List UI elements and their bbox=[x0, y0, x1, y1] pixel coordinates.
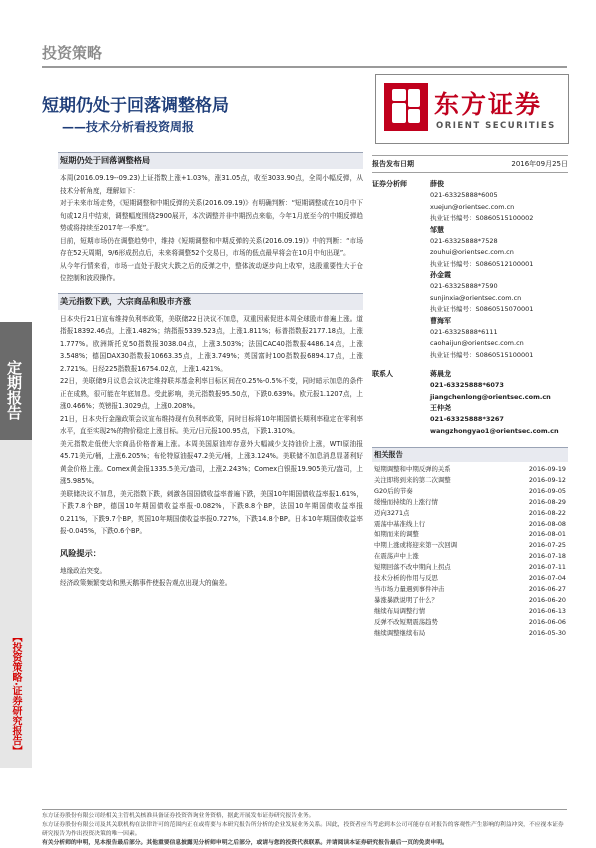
related-report-item[interactable] bbox=[372, 628, 568, 639]
related-report-date: 2016-07-04 bbox=[528, 574, 566, 583]
analyst-name: 曹海军 bbox=[430, 316, 451, 325]
related-report-item[interactable] bbox=[372, 497, 568, 508]
footer-disclaimer: 有关分析师的申明，见本报告最后部分。其他重要信息披露见分析师申明之后部分，或请与您的投资代表联系。并请阅读本证券研究报告最后一页的免责申明。 bbox=[42, 840, 448, 846]
related-report-date: 2016-08-29 bbox=[528, 497, 566, 506]
related-report-item[interactable] bbox=[372, 617, 568, 628]
section-trend bbox=[58, 152, 363, 285]
related-report-item[interactable] bbox=[372, 508, 568, 519]
publish-date-value: 2016年09月25日 bbox=[511, 160, 568, 168]
paragraph: 经济政策频繁变动和黑天鹅事件使报告观点出现大的偏差。 bbox=[60, 579, 232, 587]
paragraph: 日本央行21日宣布维持负利率政策，美联储22日决议不加息，双重因素促进本周全球股市普遍上涨。道指报18392.46点，上涨1.482%；纳指报5339.523点，上涨1.811%；标普指数报2177.18点，上涨1.777%。欧洲斯托克50指数报3038.04点，上涨3.503%；法国CAC40指数报4486.14点，上涨3.548%；德国DAX30指数报10663.35点，上涨3.749%；英国富时100指数报6894.17点，上涨2.721%。日经225指数报16754.02点，上涨1.421%。 bbox=[60, 314, 363, 373]
related-report-item[interactable] bbox=[372, 540, 568, 551]
related-report-date: 2016-07-11 bbox=[528, 563, 566, 572]
related-report-item[interactable] bbox=[372, 551, 568, 562]
info-column bbox=[372, 152, 568, 639]
analyst-phone: 021-63325888*7590 bbox=[430, 282, 498, 290]
related-report-date: 2016-09-12 bbox=[528, 475, 566, 484]
related-report-title: 暴涨暴跌说明了什么？ bbox=[374, 595, 438, 604]
related-report-date: 2016-07-18 bbox=[528, 552, 566, 561]
report-series-label: 【投资策略·证券研究报告】 bbox=[10, 632, 21, 756]
related-report-item[interactable] bbox=[372, 529, 568, 540]
related-report-title: 迈向3271点 bbox=[374, 508, 410, 517]
contact-block bbox=[372, 369, 568, 437]
paragraph: 地缘政治突变。 bbox=[60, 566, 107, 575]
analyst-phone: 021-63325888*7528 bbox=[430, 236, 498, 245]
related-reports-heading: 相关报告 bbox=[372, 447, 568, 462]
related-report-title: 短期调整和中期反弹的关系 bbox=[374, 465, 451, 473]
related-report-date: 2016-05-30 bbox=[528, 628, 566, 637]
analyst-block bbox=[372, 179, 568, 361]
paragraph: 从今年行情来看，市场一直处于股灾大跌之后的反弹之中，整体波动逐步向上收窄，选股重要性大于仓位控制和波段操作。 bbox=[60, 261, 363, 282]
analyst-label: 证券分析师 bbox=[372, 180, 407, 188]
related-report-title: G20后的节奏 bbox=[374, 486, 413, 495]
paragraph: 21日，日本央行金融政策会议宣布维持现有负利率政策，同时目标将10年期国债长期利率稳定在零利率水平，直至实现2%的物价稳定上涨目标。美元/日元报100.95点，下跌1.310%。 bbox=[60, 414, 363, 435]
related-report-title: 当市场力量遇到事件冲击 bbox=[374, 584, 445, 593]
related-report-date: 2016-08-22 bbox=[528, 508, 566, 517]
report-title: 短期仍处于回落调整格局 bbox=[42, 96, 229, 116]
paragraph: 目前，短期市场仍在调整趋势中，维持《短期调整和中期反弹的关系(2016.09.19)》中的判断：“市场存在52天周期，9/6形成拐点后，未来将调整52个交易日，市场的低点最早将会在10月中旬出现”。 bbox=[60, 236, 363, 257]
analyst-name: 薛俊 bbox=[430, 180, 444, 188]
section-heading: 风险提示： bbox=[60, 547, 101, 558]
related-report-title: 反弹不改短期震荡趋势 bbox=[374, 617, 438, 626]
analyst-cert: 执业证书编号：S0860515100002 bbox=[430, 214, 534, 222]
analyst-email[interactable]: zouhui@orientsec.com.cn bbox=[430, 248, 514, 256]
logo-name-en: ORIENT SECURITIES bbox=[436, 121, 556, 131]
related-report-title: 中期上涨或将迎来第一次回调 bbox=[374, 541, 458, 550]
logo-name-cn: 东方证券 bbox=[434, 90, 543, 119]
analyst-email[interactable]: sunjinxia@orientsec.com.cn bbox=[430, 293, 522, 302]
related-report-date: 2016-09-19 bbox=[528, 465, 566, 473]
paragraph: 美联储决议不加息，美元指数下跌，刺激各国国债收益率普遍下跌，美国10年期国债收益率报1.61%，下跌7.8个BP，德国10年期国债收益率报-0.082%，下跌8.8个BP，法国10年期国债收益率报0.211%，下跌9.7个BP，英国10年期国债收益率报0.727%，下跌14.8个BP。日本10年期国债收益率报-0.045%，下跌0.6个BP。 bbox=[60, 489, 363, 535]
related-report-item[interactable] bbox=[372, 464, 568, 475]
related-report-date: 2016-09-05 bbox=[528, 486, 566, 495]
analyst-phone: 021-63325888*6111 bbox=[430, 327, 498, 336]
related-report-title: 缓慢而持续的上涨行情 bbox=[374, 497, 438, 506]
report-category: 投资策略 bbox=[42, 44, 103, 62]
section-heading: 美元指数下跌，大宗商品和股市齐涨 bbox=[58, 293, 363, 310]
contact-phone: 021-63325888*6073 bbox=[430, 381, 504, 389]
publish-date-label: 报告发布日期 bbox=[372, 160, 414, 168]
paragraph: 美元指数走低使大宗商品价格普遍上涨。本周美国原油库存意外大幅减少支持油价上涨，WTI原油报45.71美元/桶，上涨6.205%；布伦特原油报47.2美元/桶，上涨3.124%。美联储不加息消息显著利好黄金价格上涨。Comex黄金报1335.5美元/盎司，上涨2.243%；Comex白银报19.905美元/盎司，上涨5.985%。 bbox=[60, 439, 363, 485]
report-subtitle: ——技术分析看投资周报 bbox=[62, 120, 195, 134]
analyst-cert: 执业证书编号：S0860515070001 bbox=[430, 305, 534, 313]
related-report-title: 短期回落不改中期向上拐点 bbox=[374, 563, 451, 572]
related-report-item[interactable] bbox=[372, 595, 568, 606]
analyst-name: 孙金霞 bbox=[430, 271, 451, 279]
related-report-date: 2016-06-06 bbox=[528, 617, 566, 626]
related-report-title: 如期而来的调整 bbox=[374, 530, 419, 539]
related-report-date: 2016-06-27 bbox=[528, 584, 566, 593]
related-report-title: 继续布局调整行情 bbox=[374, 606, 426, 615]
analyst-email[interactable]: xuejun@orientsec.com.cn bbox=[430, 202, 515, 211]
footer-qualification: 东方证券股份有限公司经相关主管机关核准具备证券投资咨询业务资格，据此开展发布证券研究报告业务。 bbox=[42, 813, 315, 819]
analyst-name: 邹慧 bbox=[430, 225, 444, 234]
related-report-date: 2016-08-08 bbox=[528, 519, 566, 528]
related-report-date: 2016-08-01 bbox=[528, 530, 566, 539]
section-risk bbox=[58, 546, 363, 590]
footer bbox=[42, 808, 567, 848]
section-heading: 短期仍处于回落调整格局 bbox=[58, 152, 363, 169]
related-report-item[interactable] bbox=[372, 475, 568, 486]
contact-label: 联系人 bbox=[372, 370, 393, 378]
logo-mark-icon bbox=[384, 83, 428, 131]
analyst-email[interactable]: caohaijun@orientsec.com.cn bbox=[430, 339, 524, 347]
related-reports bbox=[372, 447, 568, 639]
related-report-title: 震荡中基准线上行 bbox=[374, 519, 426, 528]
related-report-title: 在震荡声中上涨 bbox=[374, 552, 419, 561]
related-report-item[interactable] bbox=[372, 584, 568, 595]
analyst-cert: 执业证书编号：S0860512100001 bbox=[430, 259, 534, 268]
report-type-label: 定期报告 bbox=[5, 360, 23, 420]
paragraph: 22日，美联储9月议息会议决定维持联邦基金利率目标区间在0.25%-0.5%不变，同时暗示加息的条件正在成熟，很可能在年底加息。受此影响，美元指数报95.50点，下跌0.639%。欧元报1.1207点，上涨0.466%；英镑报1.3029点，上涨0.208%。 bbox=[60, 377, 363, 410]
header-rule bbox=[42, 66, 567, 68]
related-report-title: 继续调整继续布局 bbox=[374, 628, 426, 637]
related-report-title: 关注即将到来的第二次调整 bbox=[374, 475, 451, 484]
main-content bbox=[58, 152, 363, 590]
related-report-item[interactable] bbox=[372, 573, 568, 584]
contact-name: 王仲尧 bbox=[430, 404, 451, 412]
section-global-markets bbox=[58, 293, 363, 538]
analyst-cert: 执业证书编号：S0860515100001 bbox=[430, 350, 534, 359]
related-report-item[interactable] bbox=[372, 606, 568, 617]
footer-conflict-notice: 东方证券股份有限公司及其关联机构在法律许可的范围内正在或将要与本研究报告所分析的企业发展业务关系。因此，投资者应当考虑到本公司可能存在对报告的客观性产生影响的利益冲突，不应视本证券研究报告为作出投资决策的唯一因素。 bbox=[42, 822, 564, 837]
related-report-item[interactable] bbox=[372, 519, 568, 530]
contact-email[interactable]: jiangchenlong@orientsec.com.cn bbox=[430, 392, 551, 401]
related-report-date: 2016-06-13 bbox=[528, 606, 566, 615]
contact-name: 蒋晨龙 bbox=[430, 370, 451, 378]
publish-date-row bbox=[372, 159, 568, 169]
analyst-phone: 021-63325888*6005 bbox=[430, 191, 498, 199]
related-report-date: 2016-06-20 bbox=[528, 595, 566, 604]
related-report-item[interactable] bbox=[372, 486, 568, 497]
company-logo bbox=[375, 74, 569, 144]
related-report-item[interactable] bbox=[372, 562, 568, 573]
related-report-title: 技术分析的作用与反思 bbox=[374, 574, 438, 583]
paragraph: 本周(2016.09.19--09.23)上证指数上涨+1.03%，涨31.05点，收至3033.90点，全周小幅反弹，从技术分析角度，理解如下： bbox=[60, 174, 363, 195]
contact-phone: 021-63325888*3267 bbox=[430, 415, 504, 423]
paragraph: 对于未来市场走势，《短期调整和中期反弹的关系(2016.09.19)》有明确判断：“短期调整或在10月中下旬或12月中结束，调整幅度围绕2900展开，本次调整并非中期拐点来临，今年1月底至今的中期反弹趋势或将持续至2017年一季度”。 bbox=[60, 199, 363, 232]
contact-email[interactable]: wangzhongyao1@orientsec.com.cn bbox=[430, 426, 559, 435]
related-report-date: 2016-07-25 bbox=[528, 541, 566, 550]
